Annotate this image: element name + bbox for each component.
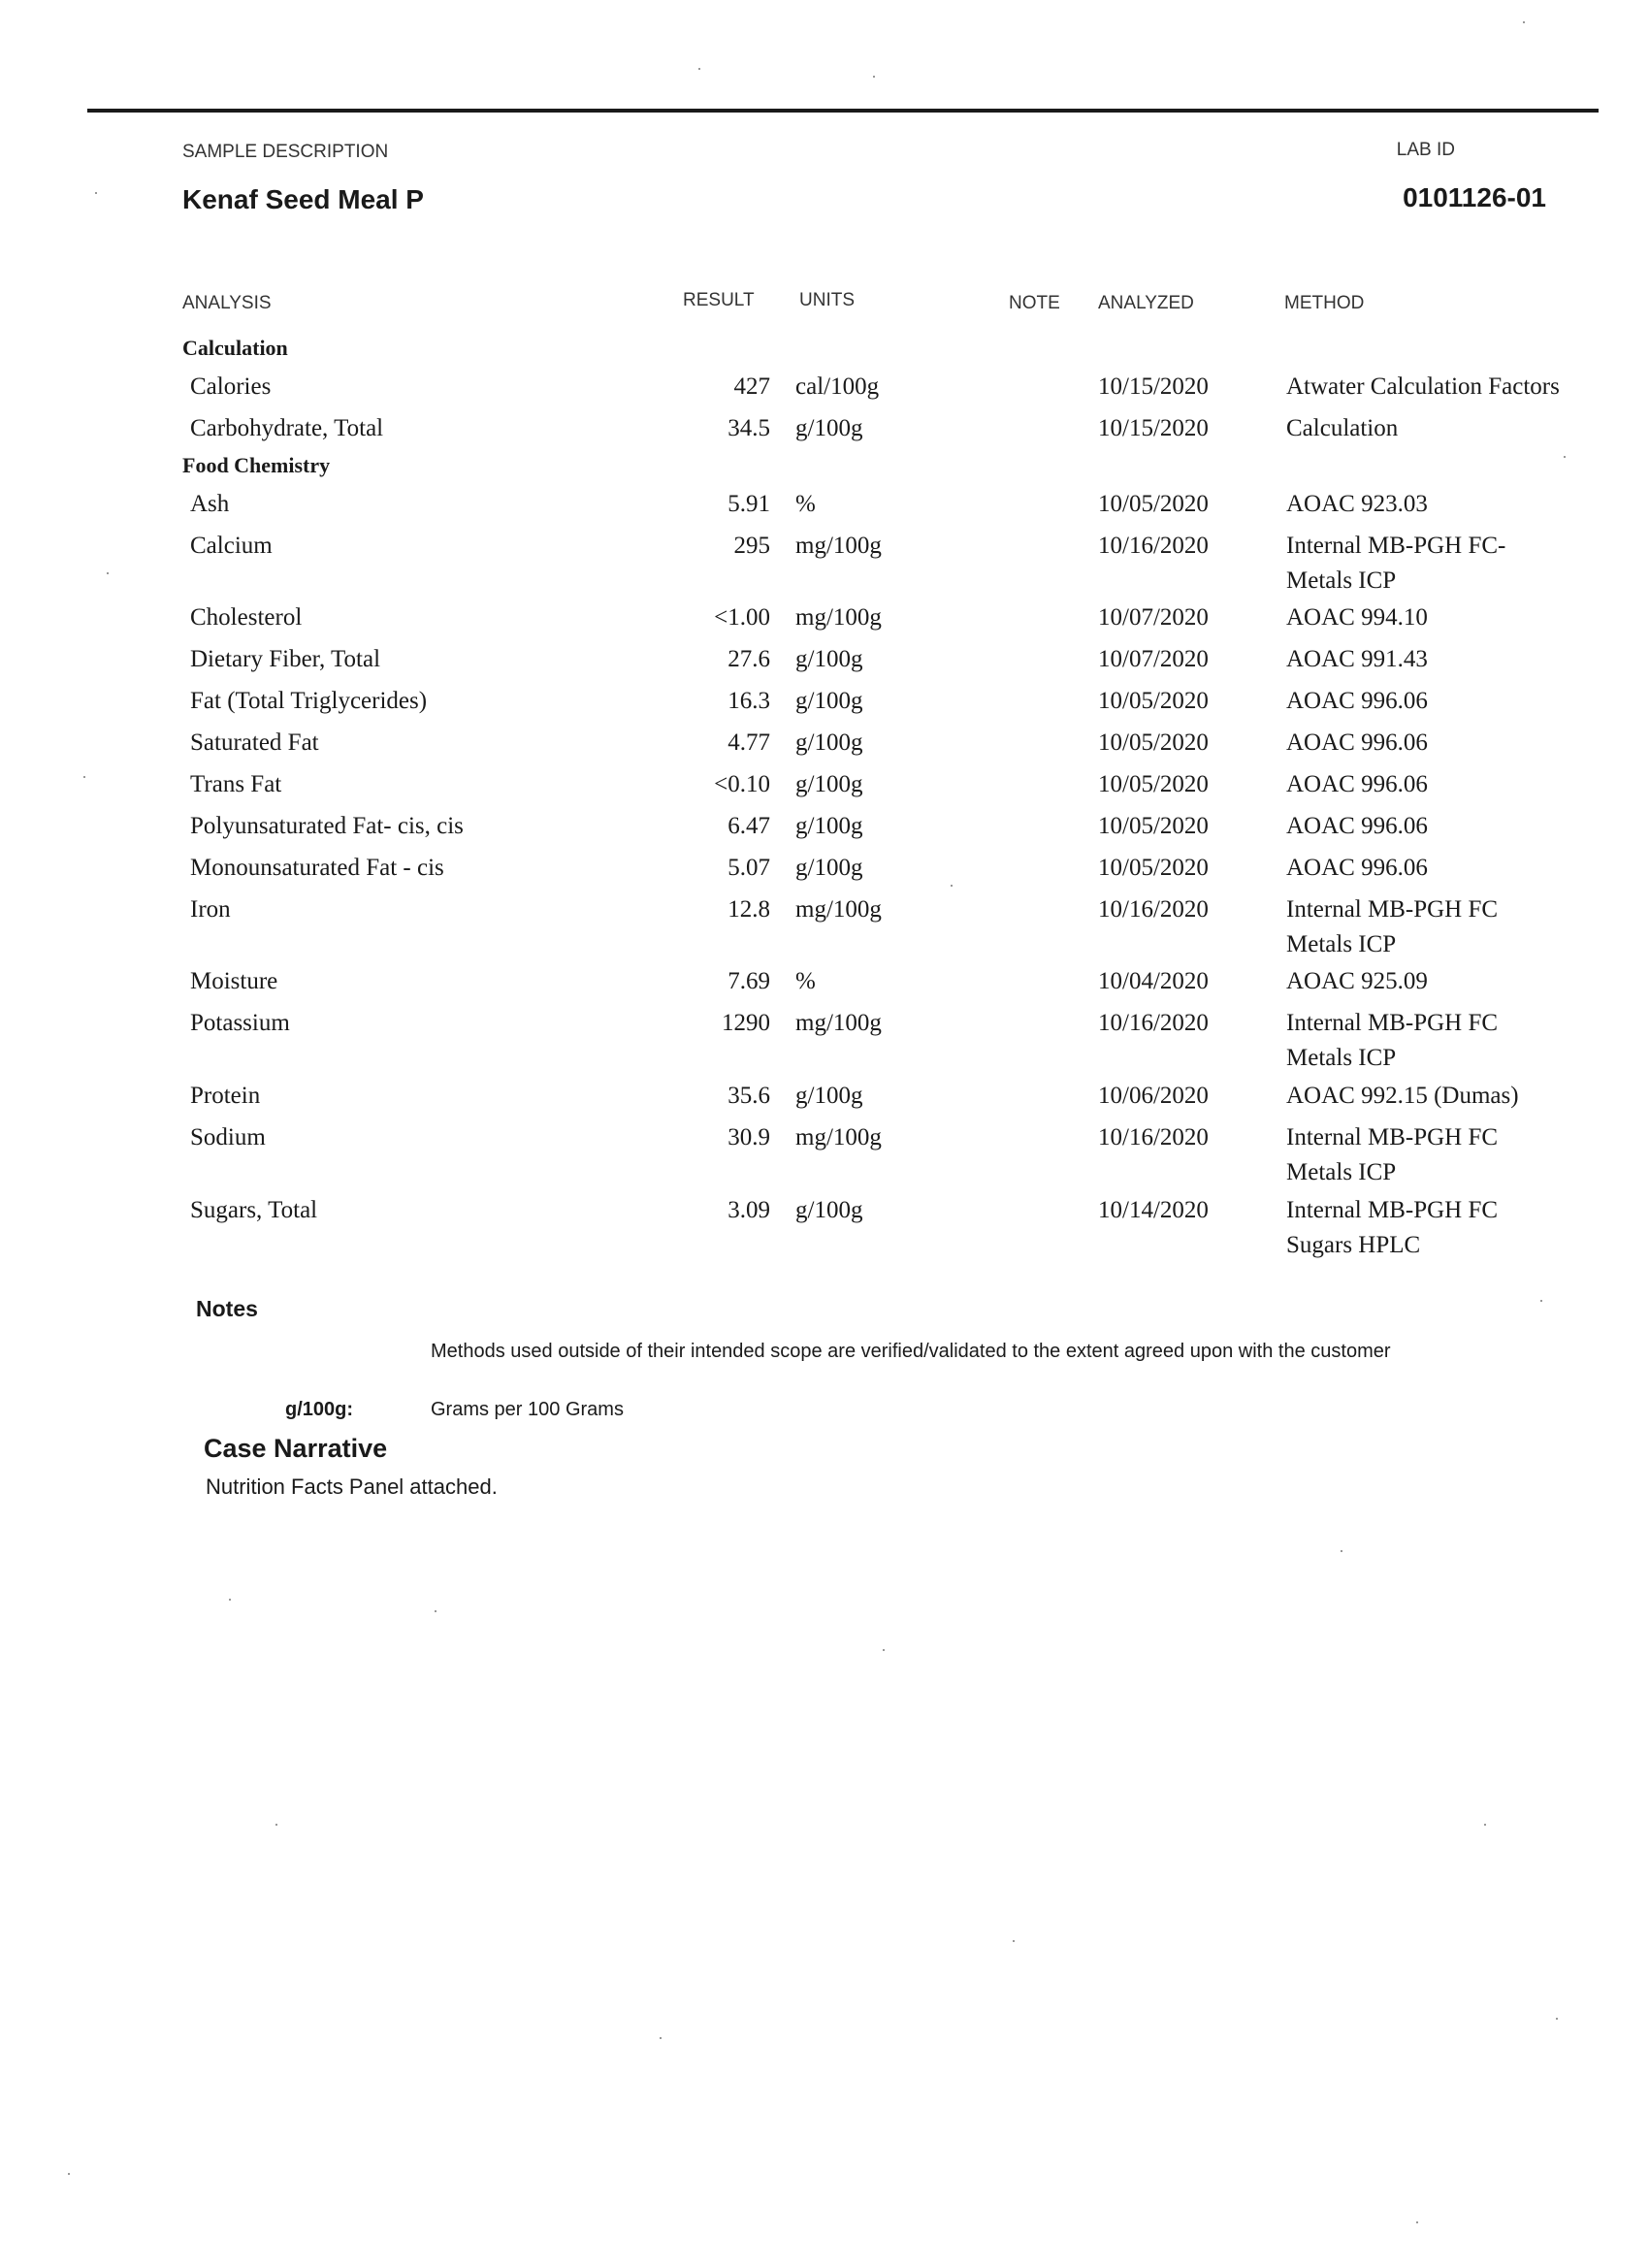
result-value: 4.77 bbox=[728, 729, 770, 756]
analysis-name: Dietary Fiber, Total bbox=[190, 646, 381, 672]
result-value: 27.6 bbox=[728, 646, 770, 672]
analyzed-date: 10/16/2020 bbox=[1098, 1010, 1209, 1036]
method-text: AOAC 996.06 bbox=[1286, 688, 1428, 714]
method-text: Internal MB-PGH FC Metals ICP bbox=[1286, 896, 1499, 957]
analyzed-date: 10/05/2020 bbox=[1098, 855, 1209, 881]
analyzed-date: 10/16/2020 bbox=[1098, 1124, 1209, 1150]
method-text: AOAC 994.10 bbox=[1286, 604, 1428, 631]
units-value: g/100g bbox=[795, 1197, 863, 1223]
top-rule bbox=[87, 109, 1599, 113]
result-value: 30.9 bbox=[728, 1124, 770, 1150]
column-header-note: NOTE bbox=[1009, 293, 1060, 313]
analysis-name: Sodium bbox=[190, 1124, 266, 1150]
units-value: % bbox=[795, 968, 816, 994]
analyzed-date: 10/15/2020 bbox=[1098, 373, 1209, 400]
result-value: 5.07 bbox=[728, 855, 770, 881]
analyzed-date: 10/04/2020 bbox=[1098, 968, 1209, 994]
analyzed-date: 10/07/2020 bbox=[1098, 646, 1209, 672]
section-calculation: Calculation bbox=[182, 336, 288, 360]
units-value: g/100g bbox=[795, 646, 863, 672]
analysis-name: Calories bbox=[190, 373, 272, 400]
analyzed-date: 10/05/2020 bbox=[1098, 729, 1209, 756]
result-value: 34.5 bbox=[728, 415, 770, 441]
units-value: g/100g bbox=[795, 729, 863, 756]
analysis-name: Fat (Total Triglycerides) bbox=[190, 688, 428, 714]
units-value: % bbox=[795, 491, 816, 517]
units-value: mg/100g bbox=[795, 1010, 882, 1036]
units-value: mg/100g bbox=[795, 533, 882, 559]
analysis-name: Cholesterol bbox=[190, 604, 303, 631]
analyzed-date: 10/05/2020 bbox=[1098, 491, 1209, 517]
analyzed-date: 10/14/2020 bbox=[1098, 1197, 1209, 1223]
analysis-name: Moisture bbox=[190, 968, 278, 994]
result-value: 5.91 bbox=[728, 491, 770, 517]
units-value: mg/100g bbox=[795, 896, 882, 923]
method-text: Atwater Calculation Factors bbox=[1286, 373, 1560, 400]
units-value: g/100g bbox=[795, 688, 863, 714]
analyzed-date: 10/05/2020 bbox=[1098, 813, 1209, 839]
analyzed-date: 10/06/2020 bbox=[1098, 1083, 1209, 1109]
result-value: 1290 bbox=[722, 1010, 770, 1036]
result-value: 16.3 bbox=[728, 688, 770, 714]
method-text: AOAC 923.03 bbox=[1286, 491, 1428, 517]
column-header-result: RESULT bbox=[683, 290, 755, 310]
analysis-name: Carbohydrate, Total bbox=[190, 415, 384, 441]
analysis-name: Polyunsaturated Fat- cis, cis bbox=[190, 813, 464, 839]
units-value: mg/100g bbox=[795, 604, 882, 631]
result-value: 3.09 bbox=[728, 1197, 770, 1223]
units-value: g/100g bbox=[795, 855, 863, 881]
result-value: <0.10 bbox=[714, 771, 770, 797]
analysis-name: Monounsaturated Fat - cis bbox=[190, 855, 444, 881]
section-food-chemistry: Food Chemistry bbox=[182, 453, 331, 477]
units-value: g/100g bbox=[795, 415, 863, 441]
result-value: 295 bbox=[733, 533, 770, 559]
analyzed-date: 10/16/2020 bbox=[1098, 896, 1209, 923]
notes-text: Methods used outside of their intended scope are verified/validated to the extent agreed upon with the customer bbox=[431, 1341, 1391, 1362]
analysis-name: Iron bbox=[190, 896, 231, 923]
case-narrative-title: Case Narrative bbox=[204, 1434, 388, 1463]
analyzed-date: 10/16/2020 bbox=[1098, 533, 1209, 559]
analysis-name: Trans Fat bbox=[190, 771, 282, 797]
units-value: g/100g bbox=[795, 771, 863, 797]
analysis-name: Protein bbox=[190, 1083, 261, 1109]
column-header-analysis: ANALYSIS bbox=[182, 293, 272, 313]
analysis-name: Sugars, Total bbox=[190, 1197, 318, 1223]
method-text: Internal MB-PGH FC Metals ICP bbox=[1286, 1010, 1499, 1071]
units-value: g/100g bbox=[795, 1083, 863, 1109]
analysis-name: Ash bbox=[190, 491, 230, 517]
column-header-method: METHOD bbox=[1284, 293, 1365, 313]
result-value: 35.6 bbox=[728, 1083, 770, 1109]
method-text: Internal MB-PGH FC Sugars HPLC bbox=[1286, 1197, 1499, 1258]
method-text: AOAC 996.06 bbox=[1286, 813, 1428, 839]
result-value: <1.00 bbox=[714, 604, 770, 631]
method-text: AOAC 992.15 (Dumas) bbox=[1286, 1083, 1519, 1109]
lab-id: 0101126-01 bbox=[1403, 182, 1546, 212]
analyzed-date: 10/05/2020 bbox=[1098, 771, 1209, 797]
column-header-units: UNITS bbox=[799, 290, 855, 310]
sample-name: Kenaf Seed Meal P bbox=[182, 184, 424, 214]
lab-id-label: LAB ID bbox=[1396, 140, 1455, 160]
method-text: AOAC 991.43 bbox=[1286, 646, 1428, 672]
method-text: AOAC 996.06 bbox=[1286, 771, 1428, 797]
method-text: Internal MB-PGH FC- Metals ICP bbox=[1286, 533, 1506, 594]
column-header-analyzed: ANALYZED bbox=[1098, 293, 1194, 313]
analysis-name: Potassium bbox=[190, 1010, 290, 1036]
notes-title: Notes bbox=[196, 1296, 258, 1321]
analyzed-date: 10/15/2020 bbox=[1098, 415, 1209, 441]
method-text: AOAC 996.06 bbox=[1286, 729, 1428, 756]
method-text: Internal MB-PGH FC Metals ICP bbox=[1286, 1124, 1499, 1185]
method-text: AOAC 925.09 bbox=[1286, 968, 1428, 994]
case-narrative-text: Nutrition Facts Panel attached. bbox=[206, 1474, 498, 1499]
analyzed-date: 10/05/2020 bbox=[1098, 688, 1209, 714]
sample-description-label: SAMPLE DESCRIPTION bbox=[182, 142, 389, 162]
units-value: g/100g bbox=[795, 813, 863, 839]
units-value: mg/100g bbox=[795, 1124, 882, 1150]
glossary-value: Grams per 100 Grams bbox=[431, 1399, 624, 1420]
method-text: AOAC 996.06 bbox=[1286, 855, 1428, 881]
analyzed-date: 10/07/2020 bbox=[1098, 604, 1209, 631]
result-value: 12.8 bbox=[728, 896, 770, 923]
result-value: 7.69 bbox=[728, 968, 770, 994]
analysis-name: Saturated Fat bbox=[190, 729, 319, 756]
analysis-name: Calcium bbox=[190, 533, 273, 559]
result-value: 6.47 bbox=[728, 813, 770, 839]
units-value: cal/100g bbox=[795, 373, 880, 400]
result-value: 427 bbox=[733, 373, 770, 400]
glossary-key: g/100g: bbox=[285, 1399, 354, 1420]
method-text: Calculation bbox=[1286, 415, 1399, 441]
